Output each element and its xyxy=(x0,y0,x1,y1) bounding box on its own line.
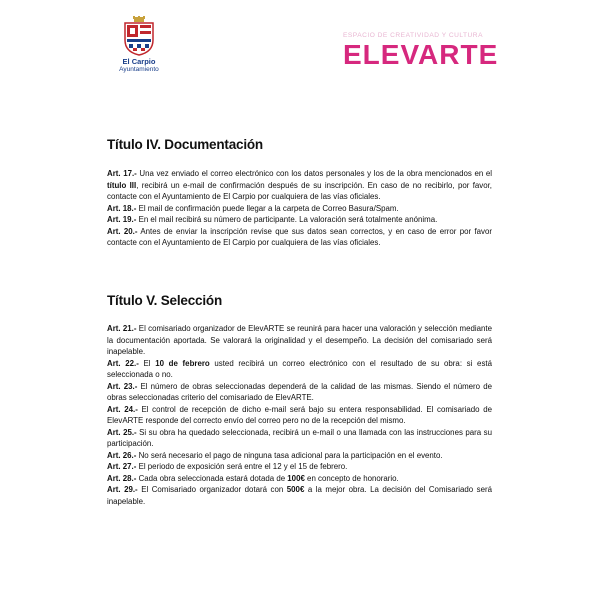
article-label: Art. 20.- xyxy=(107,226,138,236)
article: Art. 21.- El comisariado organizador de ElevARTE se reunirá para hacer una valoración y selección mediante la documentación aportada. Se valorará la originalidad y el desempeño. La decisión del comisariado será inapelable. xyxy=(107,324,492,356)
section-title: Título V. Selección xyxy=(107,293,222,308)
article: Art. 22.- El 10 de febrero usted recibirá un correo electrónico con el resultado de su obra: si está seleccionada o no. xyxy=(107,358,492,379)
article-label: Art. 25.- xyxy=(107,427,137,437)
article: Art. 29.- El Comisariado organizador dotará con 500€ a la mejor obra. La decisión del Comisariado será inapelable. xyxy=(107,485,492,506)
article-label: Art. 26.- xyxy=(107,450,137,460)
article-label: Art. 23.- xyxy=(107,381,138,391)
article: Art. 27.- El periodo de exposición será entre el 12 y el 15 de febrero. xyxy=(107,462,348,471)
article: Art. 20.- Antes de enviar la inscripción revise que sus datos sean correctos, y en caso de error por favor contacte con el Ayuntamiento de El Carpio por cualquiera de las vías oficiales. xyxy=(107,226,492,247)
article: Art. 25.- Si su obra ha quedado seleccionada, recibirá un e-mail o una llamada con las instrucciones para su participación. xyxy=(107,427,492,448)
article: Art. 28.- Cada obra seleccionada estará dotada de 100€ en concepto de honorario. xyxy=(107,473,399,483)
elevarte-logo xyxy=(343,33,499,69)
coat-of-arms-icon xyxy=(122,16,156,56)
section-body xyxy=(107,323,492,507)
article-label: Art. 24.- xyxy=(107,404,138,414)
brand-tagline: ESPACIO DE CREATIVIDAD Y CULTURA xyxy=(343,32,483,39)
article: Art. 19.- En el mail recibirá su número de participante. La valoración será totalmente anónima. xyxy=(107,215,438,224)
article-label: Art. 18.- xyxy=(107,203,137,213)
section-title: Título IV. Documentación xyxy=(107,137,263,152)
brand-name: ELEVARTE xyxy=(343,38,499,70)
article-label: Art. 27.- xyxy=(107,462,137,471)
municipality-subtitle: Ayuntamiento xyxy=(119,65,159,73)
article-label: Art. 19.- xyxy=(107,215,137,224)
article: Art. 23.- El número de obras seleccionadas dependerá de la calidad de las mismas. Siendo el número de obras seleccionadas criterio del comisariado de ElevARTE. xyxy=(107,381,492,402)
municipality-logo xyxy=(112,16,166,73)
article: Art. 18.- El mail de confirmación puede llegar a la carpeta de Correo Basura/Spam. xyxy=(107,203,399,213)
municipality-name: El Carpio xyxy=(122,57,156,66)
article-label: Art. 28.- xyxy=(107,473,137,483)
article-label: Art. 22.- xyxy=(107,358,139,368)
article: Art. 26.- No será necesario el pago de ninguna tasa adicional para la participación en el evento. xyxy=(107,450,443,460)
article: Art. 17.- Una vez enviado el correo electrónico con los datos personales y los de la obra mencionados en el título III, recibirá un e-mail de confirmación después de su inscripción. En caso de no recibirlo, por favor, contacte con el Ayuntamiento de El Carpio por cualquiera de las vías oficiales. xyxy=(107,169,492,201)
article-label: Art. 29.- xyxy=(107,485,138,494)
article: Art. 24.- El control de recepción de dicho e-mail será bajo su entera responsabilidad. El comisariado de ElevARTE responde del correcto envío del correo pero no de la recepción del mismo. xyxy=(107,404,492,425)
article-label: Art. 21.- xyxy=(107,324,137,333)
section-body xyxy=(107,168,492,249)
article-label: Art. 17.- xyxy=(107,169,137,178)
